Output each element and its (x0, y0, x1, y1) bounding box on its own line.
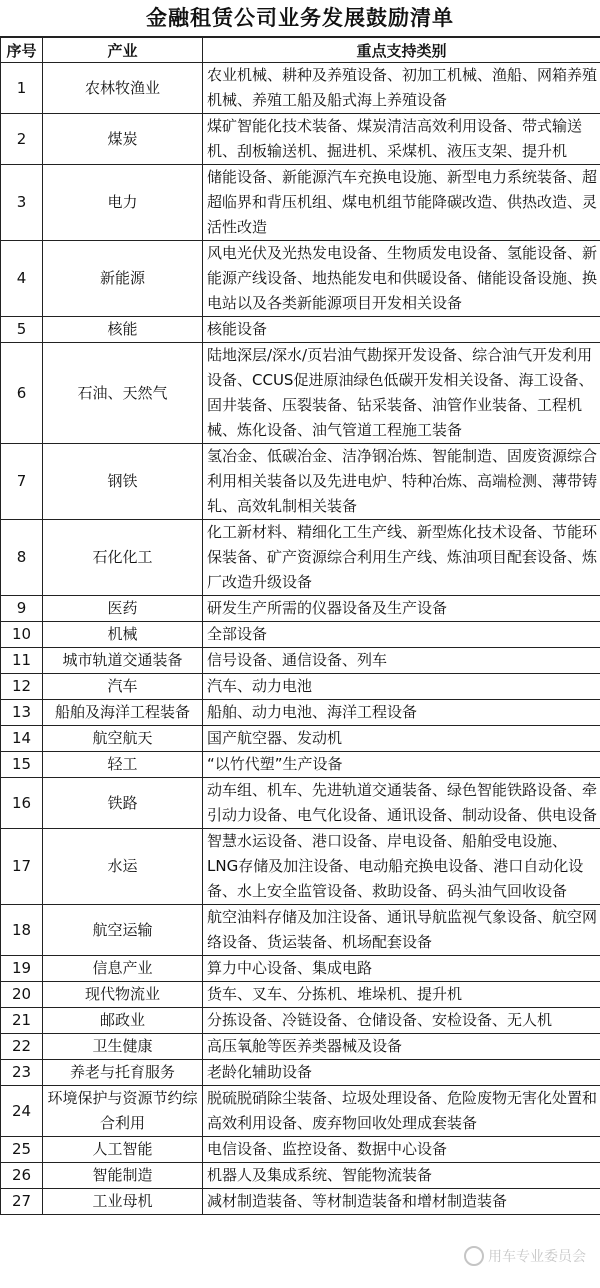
row-support-categories: 电信设备、监控设备、数据中心设备 (203, 1137, 600, 1163)
table-row (1, 956, 600, 982)
table-row (1, 343, 600, 444)
row-support-categories: 分拣设备、冷链设备、仓储设备、安检设备、无人机 (203, 1008, 600, 1034)
row-industry: 环境保护与资源节约综合利用 (43, 1086, 203, 1137)
watermark-text: 用车专业委员会 (488, 1249, 586, 1265)
row-support-categories: 储能设备、新能源汽车充换电设施、新型电力系统装备、超超临界和背压机组、煤电机组节能降碳改造、供热改造、灵活性改造 (203, 165, 600, 241)
table-row (1, 1137, 600, 1163)
row-number: 1 (1, 63, 43, 114)
row-number: 5 (1, 317, 43, 343)
row-number: 25 (1, 1137, 43, 1163)
row-industry: 石油、天然气 (43, 343, 203, 444)
row-support-categories: 研发生产所需的仪器设备及生产设备 (203, 596, 600, 622)
table-row (1, 622, 600, 648)
row-industry: 铁路 (43, 778, 203, 829)
table-row (1, 165, 600, 241)
row-number: 13 (1, 700, 43, 726)
row-industry: 航空运输 (43, 905, 203, 956)
table-row (1, 520, 600, 596)
row-number: 4 (1, 241, 43, 317)
row-support-categories: 机器人及集成系统、智能物流装备 (203, 1163, 600, 1189)
table-row (1, 1086, 600, 1137)
table-header-row (1, 38, 600, 63)
row-industry: 智能制造 (43, 1163, 203, 1189)
row-support-categories: 氢冶金、低碳冶金、洁净钢冶炼、智能制造、固废资源综合利用相关装备以及先进电炉、特种冶炼、高端检测、薄带铸轧、高效轧制相关装备 (203, 444, 600, 520)
table-row (1, 982, 600, 1008)
table-row (1, 752, 600, 778)
row-industry: 卫生健康 (43, 1034, 203, 1060)
table-row (1, 1008, 600, 1034)
header-industry: 产业 (43, 38, 203, 63)
row-industry: 煤炭 (43, 114, 203, 165)
row-support-categories: 航空油料存储及加注设备、通讯导航监视气象设备、航空网络设备、货运装备、机场配套设备 (203, 905, 600, 956)
row-support-categories: 煤矿智能化技术装备、煤炭清洁高效利用设备、带式输送机、刮板输送机、掘进机、采煤机、液压支架、提升机 (203, 114, 600, 165)
row-industry: 水运 (43, 829, 203, 905)
row-number: 17 (1, 829, 43, 905)
row-industry: 钢铁 (43, 444, 203, 520)
row-number: 27 (1, 1189, 43, 1215)
table-row (1, 905, 600, 956)
row-number: 19 (1, 956, 43, 982)
row-support-categories: 全部设备 (203, 622, 600, 648)
row-number: 16 (1, 778, 43, 829)
table-body (1, 63, 600, 1215)
row-industry: 轻工 (43, 752, 203, 778)
row-industry: 人工智能 (43, 1137, 203, 1163)
encouragement-list-table (0, 37, 600, 1215)
row-support-categories: 核能设备 (203, 317, 600, 343)
row-industry: 邮政业 (43, 1008, 203, 1034)
row-number: 15 (1, 752, 43, 778)
table-row (1, 1163, 600, 1189)
header-support: 重点支持类别 (203, 38, 600, 63)
row-industry: 石化化工 (43, 520, 203, 596)
row-number: 23 (1, 1060, 43, 1086)
row-industry: 工业母机 (43, 1189, 203, 1215)
row-number: 20 (1, 982, 43, 1008)
row-number: 3 (1, 165, 43, 241)
row-support-categories: 算力中心设备、集成电路 (203, 956, 600, 982)
row-industry: 船舶及海洋工程装备 (43, 700, 203, 726)
row-number: 10 (1, 622, 43, 648)
row-support-categories: 船舶、动力电池、海洋工程设备 (203, 700, 600, 726)
table-row (1, 700, 600, 726)
row-support-categories: 农业机械、耕种及养殖设备、初加工机械、渔船、网箱养殖机械、养殖工船及船式海上养殖设备 (203, 63, 600, 114)
row-industry: 电力 (43, 165, 203, 241)
row-support-categories: 智慧水运设备、港口设备、岸电设备、船舶受电设施、LNG存储及加注设备、电动船充换电设备、港口自动化设备、水上安全监管设备、救助设备、码头油气回收设备 (203, 829, 600, 905)
row-industry: 信息产业 (43, 956, 203, 982)
row-number: 21 (1, 1008, 43, 1034)
table-row (1, 317, 600, 343)
row-support-categories: 信号设备、通信设备、列车 (203, 648, 600, 674)
row-support-categories: 风电光伏及光热发电设备、生物质发电设备、氢能设备、新能源产线设备、地热能发电和供暖设备、储能设备设施、换电站以及各类新能源项目开发相关设备 (203, 241, 600, 317)
row-number: 8 (1, 520, 43, 596)
row-industry: 养老与托育服务 (43, 1060, 203, 1086)
row-number: 12 (1, 674, 43, 700)
row-support-categories: 减材制造装备、等材制造装备和增材制造装备 (203, 1189, 600, 1215)
row-support-categories: 老龄化辅助设备 (203, 1060, 600, 1086)
header-num: 序号 (1, 38, 43, 63)
table-row (1, 241, 600, 317)
table-row (1, 648, 600, 674)
row-industry: 现代物流业 (43, 982, 203, 1008)
row-industry: 航空航天 (43, 726, 203, 752)
watermark (464, 1246, 586, 1266)
table-row (1, 596, 600, 622)
row-support-categories: 化工新材料、精细化工生产线、新型炼化技术设备、节能环保装备、矿产资源综合利用生产线、炼油项目配套设备、炼厂改造升级设备 (203, 520, 600, 596)
row-support-categories: 动车组、机车、先进轨道交通装备、绿色智能铁路设备、牵引动力设备、电气化设备、通讯设备、制动设备、供电设备 (203, 778, 600, 829)
row-number: 14 (1, 726, 43, 752)
row-support-categories: 汽车、动力电池 (203, 674, 600, 700)
row-support-categories: 陆地深层/深水/页岩油气勘探开发设备、综合油气开发利用设备、CCUS促进原油绿色低碳开发相关设备、海工设备、固井装备、压裂装备、钻采装备、油管作业装备、工程机械、炼化设备、油气管道工程施工装备 (203, 343, 600, 444)
row-number: 6 (1, 343, 43, 444)
table-row (1, 1060, 600, 1086)
row-support-categories: “以竹代塑”生产设备 (203, 752, 600, 778)
row-industry: 医药 (43, 596, 203, 622)
row-industry: 农林牧渔业 (43, 63, 203, 114)
table-row (1, 1189, 600, 1215)
row-number: 22 (1, 1034, 43, 1060)
table-row (1, 63, 600, 114)
table-row (1, 444, 600, 520)
row-industry: 机械 (43, 622, 203, 648)
row-support-categories: 高压氧舱等医养类器械及设备 (203, 1034, 600, 1060)
row-industry: 城市轨道交通装备 (43, 648, 203, 674)
row-support-categories: 国产航空器、发动机 (203, 726, 600, 752)
watermark-logo-icon (464, 1246, 484, 1266)
table-row (1, 674, 600, 700)
page-title: 金融租赁公司业务发展鼓励清单 (0, 0, 600, 37)
row-number: 24 (1, 1086, 43, 1137)
row-support-categories: 货车、叉车、分拣机、堆垛机、提升机 (203, 982, 600, 1008)
row-number: 18 (1, 905, 43, 956)
row-number: 26 (1, 1163, 43, 1189)
row-industry: 新能源 (43, 241, 203, 317)
table-row (1, 114, 600, 165)
table-row (1, 829, 600, 905)
row-number: 2 (1, 114, 43, 165)
row-support-categories: 脱硫脱硝除尘装备、垃圾处理设备、危险废物无害化处置和高效利用设备、废弃物回收处理成套装备 (203, 1086, 600, 1137)
table-row (1, 778, 600, 829)
row-industry: 核能 (43, 317, 203, 343)
row-number: 7 (1, 444, 43, 520)
row-number: 9 (1, 596, 43, 622)
row-number: 11 (1, 648, 43, 674)
table-row (1, 1034, 600, 1060)
table-row (1, 726, 600, 752)
row-industry: 汽车 (43, 674, 203, 700)
